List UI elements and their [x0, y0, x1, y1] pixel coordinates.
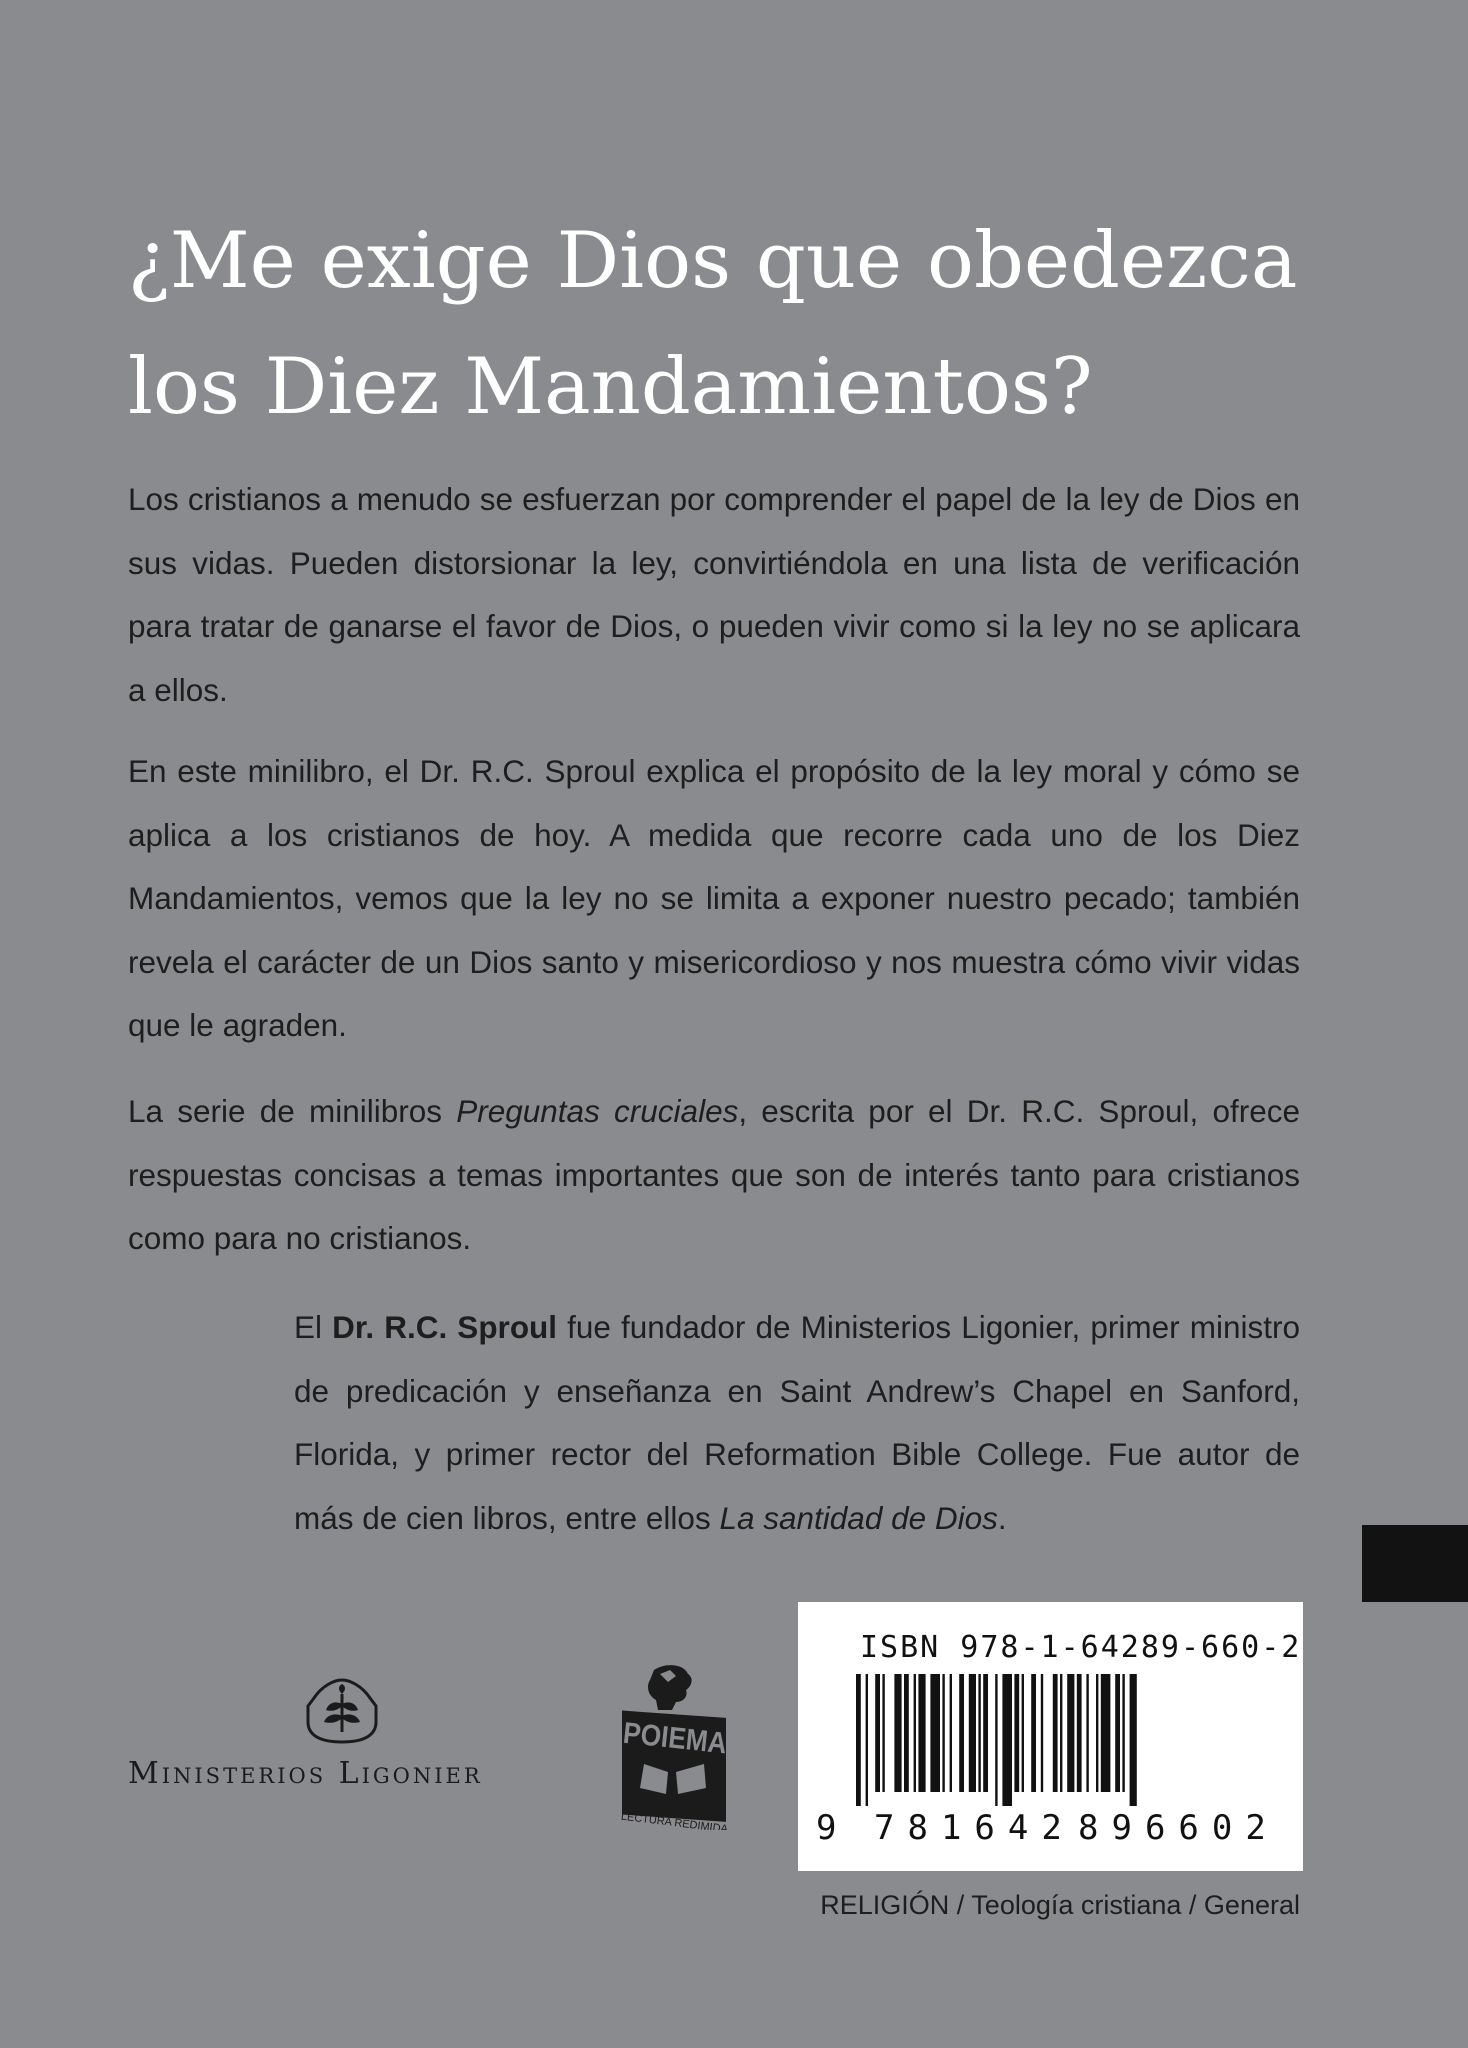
series-name: Preguntas cruciales: [456, 1093, 739, 1129]
ligonier-logo: [124, 1676, 564, 1791]
series-text-suffix: , escrita por el Dr. R.C. Sproul, ofrece respuestas concisas a temas importantes que son de interés tanto para cristianos como para no cristianos.: [128, 1093, 1301, 1256]
poiema-wordmark: POIEMA: [621, 1716, 734, 1762]
poiema-tagline: LECTURA REDIMIDA: [620, 1810, 729, 1830]
title-line-1: ¿Me exige Dios que obedezca: [128, 216, 1298, 306]
barcode-digits: [816, 1808, 1286, 1848]
poiema-logo: [614, 1660, 734, 1830]
barcode-box: [798, 1602, 1303, 1871]
ligonier-emblem-icon: [304, 1676, 380, 1746]
book-category: RELIGIÓN / Teología cristiana / General: [820, 1890, 1300, 1920]
barcode-digit-lead: 9: [816, 1808, 837, 1848]
edge-marker: [1362, 1525, 1468, 1602]
ligonier-wordmark: Ministerios Ligonier: [128, 1756, 483, 1791]
title-line-2: los Diez Mandamientos?: [128, 342, 1093, 432]
author-name: Dr. R.C. Sproul: [332, 1309, 558, 1345]
isbn-label: ISBN 978-1-64289-660-2: [860, 1630, 1302, 1665]
author-bio: [294, 1296, 1300, 1550]
author-bio-prefix: El: [294, 1309, 333, 1345]
series-text-prefix: La serie de minilibros: [128, 1093, 457, 1129]
description-paragraph-2: En este minilibro, el Dr. R.C. Sproul explica el propósito de la ley moral y cómo se aplica a los cristianos de hoy. A medida que recorre cada uno de los Diez Mandamientos, vemos que la ley no se limita a exponer nuestro pecado; también revela el carácter de un Dios santo y misericordioso y nos muestra cómo vivir vidas que le agraden.: [128, 753, 1300, 1043]
author-book-title: La santidad de Dios: [719, 1499, 998, 1536]
barcode-digits-left: 781642: [874, 1808, 1075, 1848]
author-bio-middle: fue fundador de Ministerios Ligonier, primer ministro de predicación y enseñanza en Saint Andrew’s Chapel en Sanford, Florida, y primer rector del Reformation Bible College. Fue autor de más de cien libros, entre ellos: [294, 1309, 1301, 1536]
poiema-emblem-icon: [614, 1660, 734, 1830]
cover-title: [128, 198, 1328, 450]
series-paragraph: [128, 1080, 1300, 1271]
barcode-bars: [856, 1674, 1266, 1806]
barcode-digits-right: 896602: [1078, 1808, 1279, 1848]
description-paragraph-1: Los cristianos a menudo se esfuerzan por comprender el papel de la ley de Dios en sus vidas. Pueden distorsionar la ley, convirtiéndola en una lista de verificación para tratar de ganarse el favor de Dios, o pueden vivir como si la ley no se aplicara a ellos.: [128, 481, 1300, 708]
author-bio-suffix: .: [997, 1499, 1007, 1536]
